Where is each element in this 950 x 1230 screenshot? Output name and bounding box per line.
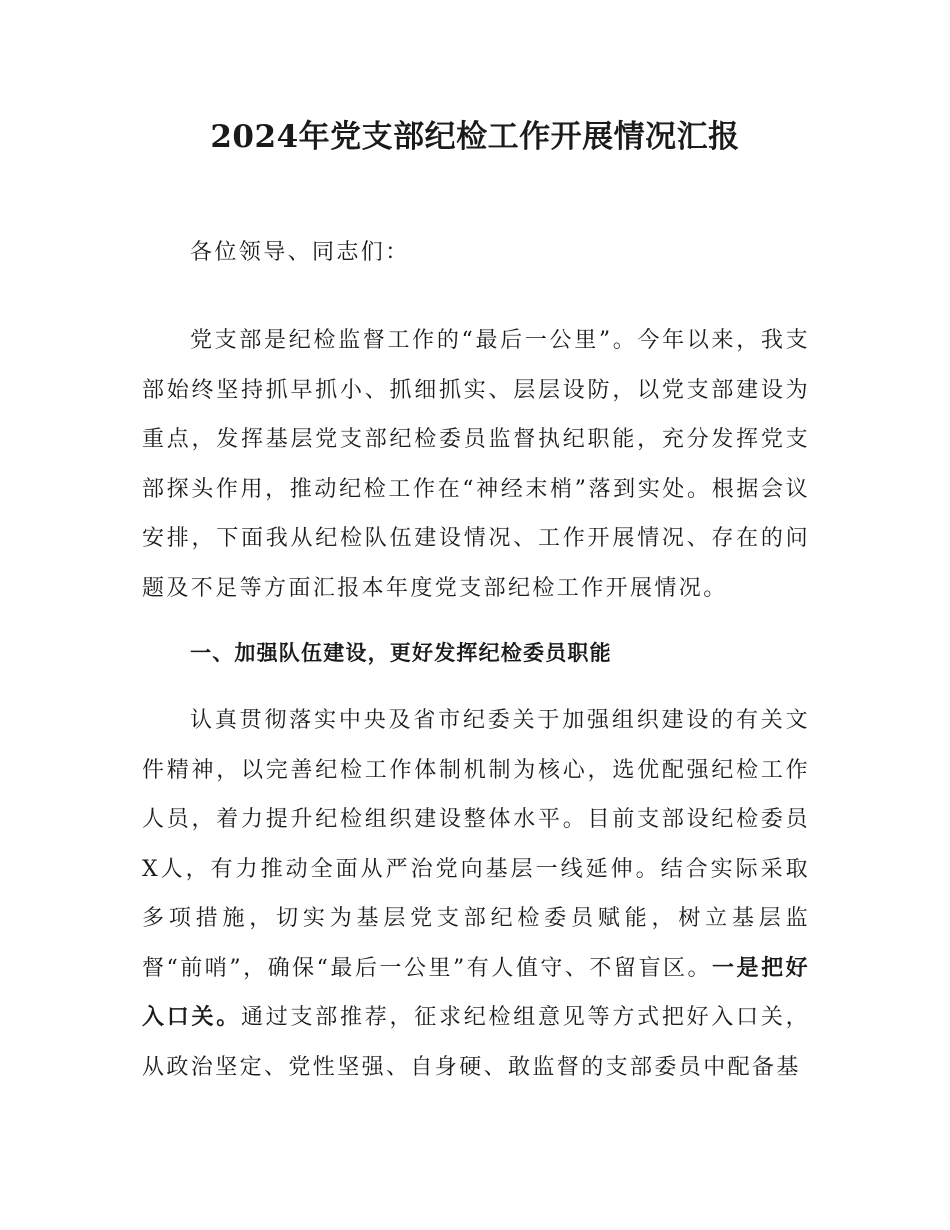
paragraph-team-building-text-2: 通过支部推荐，征求纪检组意见等方式把好入口关，从政治坚定、党性坚强、自身硬、敢监督的支部委员中配备基 — [142, 1005, 810, 1080]
paragraph-intro: 党支部是纪检监督工作的“最后一公里”。今年以来，我支部始终坚持抓早抓小、抓细抓实、层层设防，以党支部建设为重点，发挥基层党支部纪检委员监督执纪职能，充分发挥党支部探头作用，推动纪检工作在“神经末梢”落到实处。根据会议安排，下面我从纪检队伍建设情况、工作开展情况、存在的问题及不足等方面汇报本年度党支部纪检工作开展情况。 — [142, 328, 810, 601]
salutation: 各位领导、同志们： — [190, 240, 410, 265]
document-title: 2024年党支部纪检工作开展情况汇报 — [210, 119, 740, 155]
paragraph-team-building-bold-lead: 一是把好入口关。 — [142, 955, 810, 1030]
section-heading-1: 一、加强队伍建设，更好发挥纪检委员职能 — [190, 641, 612, 665]
paragraph-team-building — [142, 696, 810, 1092]
paragraph-team-building-text-1: 认真贯彻落实中央及省市纪委关于加强组织建设的有关文件精神，以完善纪检工作体制机制为核心，选优配强纪检工作人员，着力提升纪检组织建设整体水平。目前支部设纪检委员X人，有力推动全面从严治党向基层一线延伸。结合实际采取多项措施，切实为基层党支部纪检委员赋能，树立基层监督“前哨”，确保“最后一公里”有人值守、不留盲区。 — [142, 708, 810, 981]
